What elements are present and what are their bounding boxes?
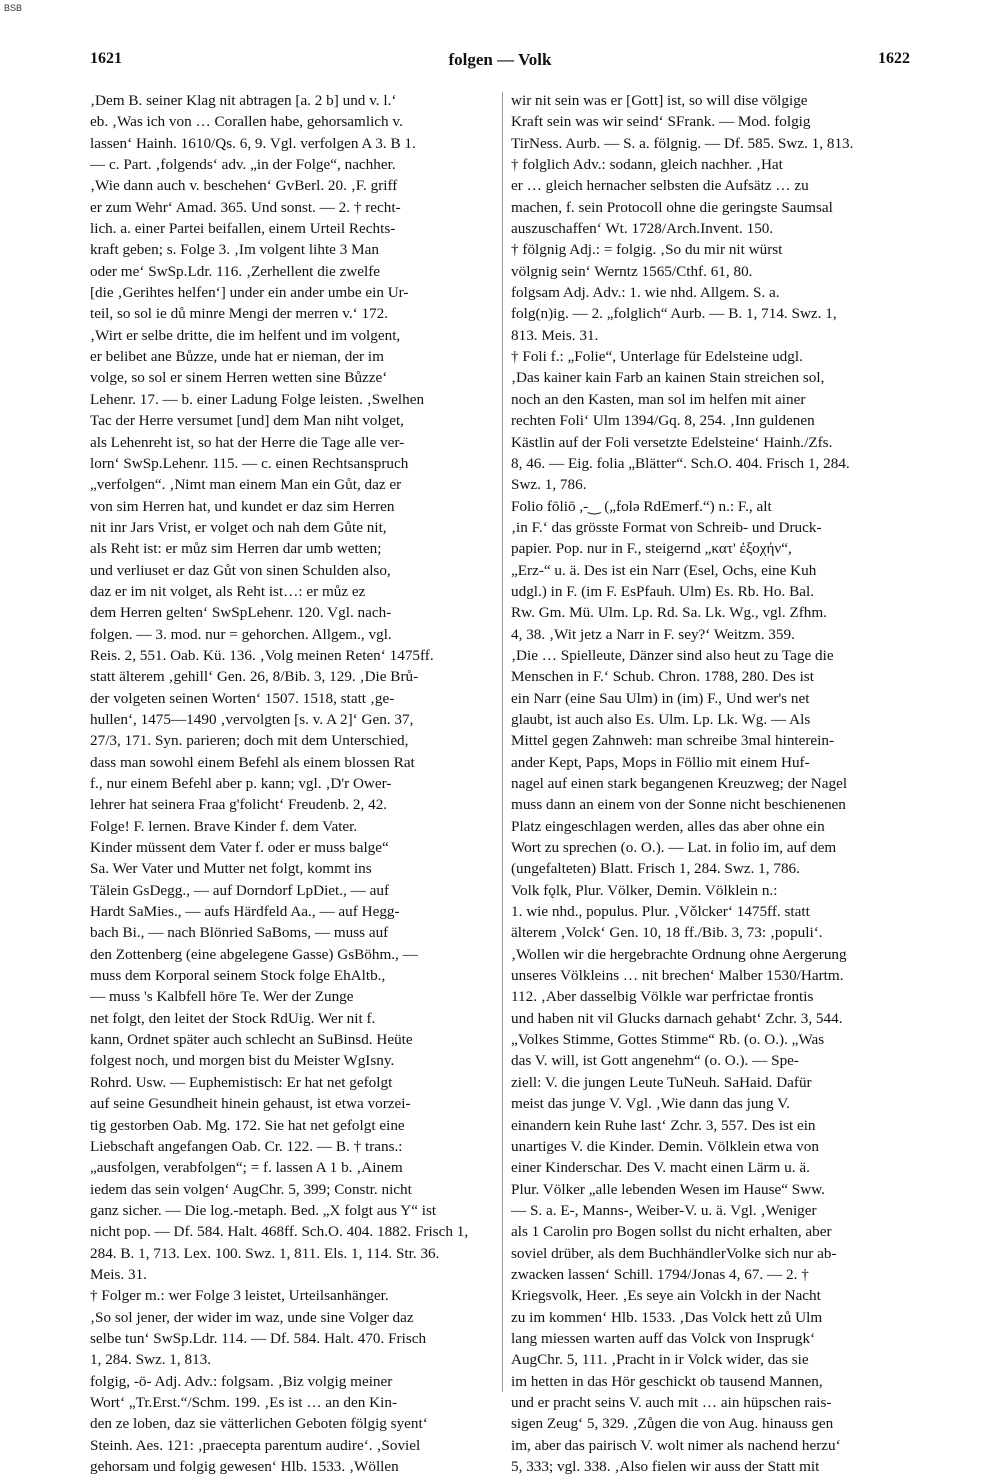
text-line: älterem ‚Volck‘ Gen. 10, 18 ff./Bib. 3, 73: ‚populi‘. <box>511 924 823 942</box>
text-line: zwacken lassen‘ Schill. 1794/Jonas 4, 67. — 2. † <box>511 1265 809 1283</box>
text-line: lehrer hat seinera Fraa g'folicht‘ Freudenb. 2, 42. <box>90 796 388 814</box>
text-line: 8, 46. — Eig. folia „Blätter“. Sch.O. 404. Frisch 1, 284. <box>511 454 850 472</box>
text-line: Reis. 2, 551. Oab. Kü. 136. ‚Volg meinen Reten‘ 1475ff. <box>90 646 434 664</box>
text-line: Plur. Völker „alle lebenden Wesen im Hause“ Sww. <box>511 1180 825 1198</box>
text-line: Kraft sein was wir seind‘ SFrank. — Mod. folgig <box>511 113 811 131</box>
text-line: ‚in F.‘ das grösste Format von Schreib- und Druck- <box>511 518 822 536</box>
text-line: „verfolgen“. ‚Nimt man einem Man ein Gůt, daz er <box>90 476 402 494</box>
text-line: und haben nit vil Glucks darnach gehabt‘ Zchr. 3, 544. <box>511 1009 843 1027</box>
column-right <box>511 90 921 1477</box>
text-line: unseres Völkleins … nit brechen‘ Malber 1530/Hartm. <box>511 967 844 985</box>
text-line: oder me‘ SwSp.Ldr. 116. ‚Zerhellent die zwelfe <box>90 262 381 280</box>
text-line: rechten Foli‘ Ulm 1394/Gq. 8, 254. ‚Inn guldenen <box>511 412 815 430</box>
text-line: Hardt SaMies., — aufs Härdfeld Aa., — auf Hegg- <box>90 903 400 921</box>
text-line: lorn‘ SwSp.Lehenr. 115. — c. einen Rechtsanspruch <box>90 454 409 472</box>
column-divider <box>502 92 503 1392</box>
text-line: ‚Wirt er selbe dritte, die im helfent und im volgent, <box>90 326 401 344</box>
text-line: der volgeten seinen Worten‘ 1507. 1518, statt ‚ge- <box>90 689 395 707</box>
text-line: — muss 's Kalbfell höre Te. Wer der Zunge <box>90 988 354 1006</box>
text-line: sigen Zeug‘ 5, 329. ‚Zůgen die von Aug. hinauss gen <box>511 1415 834 1433</box>
text-line: muss dann an einem von der Sonne nicht beschienenen <box>511 796 846 814</box>
text-line: auszuschaffen‘ Wt. 1728/Arch.Invent. 150. <box>511 220 774 238</box>
text-line: Volk fǫlk, Plur. Völker, Demin. Völklein n.: <box>511 881 778 899</box>
page-title: folgen — Volk <box>448 50 552 69</box>
text-line: volge, so sol er sinem Herren wetten sine Bůzze‘ <box>90 369 388 387</box>
text-line: machen, f. sein Protocoll ohne die geringste Saumsal <box>511 198 833 216</box>
text-line: teil, so sol ie dů minre Mengi der merren v.‘ 172. <box>90 305 389 323</box>
text-line: auf seine Gesundheit hinein gehaust, ist etwa vorzei- <box>90 1095 411 1113</box>
text-line: eb. ‚Was ich von … Corallen habe, gehorsamlich v. <box>90 113 403 131</box>
text-line: daz er im nit volget, als Reht ist…: er můz ez <box>90 582 366 600</box>
text-line: selbe tun‘ SwSp.Ldr. 114. — Df. 584. Halt. 470. Frisch <box>90 1329 427 1347</box>
text-line: dem Herren gelten‘ SwSpLehenr. 120. Vgl. nach- <box>90 604 392 622</box>
text-line: er zum Wehr‘ Amad. 365. Und sonst. — 2. † recht- <box>90 198 401 216</box>
text-line: Rohrd. Usw. — Euphemistisch: Er hat net gefolgt <box>90 1073 393 1091</box>
text-line: Kästlin auf der Foli versetzte Edelsteine‘ Hainh./Zfs. <box>511 433 833 451</box>
library-stamp: BSB <box>4 3 23 13</box>
text-line: statt älterem ‚gehill‘ Gen. 26, 8/Bib. 3, 129. ‚Die Brů- <box>90 668 419 686</box>
text-line: 1. wie nhd., populus. Plur. ‚Vǒlcker‘ 1475ff. statt <box>511 903 810 921</box>
text-line: net folgt, den leitet der Stock RdUig. Wer nit f. <box>90 1009 376 1027</box>
text-line: ‚Wie dann auch v. beschehen‘ GvBerl. 20. ‚F. griff <box>90 177 398 195</box>
text-line: gehorsam und folgig gewesen‘ Hlb. 1533. ‚Wöllen <box>90 1458 399 1475</box>
text-line: ein Narr (eine Sau Ulm) in (im) F., Und wer's net <box>511 689 810 707</box>
text-line: „ausfolgen, verabfolgen“; = f. lassen A 1 b. ‚Ainem <box>90 1159 403 1177</box>
text-line: den Zottenberg (eine abgelegene Gasse) GsBöhm., — <box>90 945 418 963</box>
text-line: Steinh. Aes. 121: ‚praecepta parentum audire‘. ‚Soviel <box>90 1436 421 1454</box>
text-line: als 1 Carolin pro Bogen sollst du nicht erhalten, aber <box>511 1223 832 1241</box>
text-line: † fölgnig Adj.: = folgig. ‚So du mir nit würst <box>511 241 783 259</box>
text-line: und verliuset er daz Gůt von sinen Schulden also, <box>90 561 391 579</box>
text-line: † Folger m.: wer Folge 3 leistet, Urteilsanhänger. <box>90 1287 389 1305</box>
text-line: Platz eingeschlagen werden, alles das aber ohne ein <box>511 817 825 835</box>
text-line: lich. a. einer Partei beifallen, einem Urteil Rechts- <box>90 220 396 238</box>
text-line: folgest noch, und morgen bist du Meister WgIsny. <box>90 1052 395 1070</box>
text-line: lassen‘ Hainh. 1610/Qs. 6, 9. Vgl. verfolgen A 3. B 1. <box>90 134 416 152</box>
text-line: ‚So sol jener, der wider im waz, unde sine Volger daz <box>90 1308 414 1326</box>
text-line: ziell: V. die jungen Leute TuNeuh. SaHaid. Dafür <box>511 1073 812 1091</box>
text-line: ‚Wollen wir die hergebrachte Ordnung ohne Aergerung <box>511 945 847 963</box>
text-line: tig gestorben Oab. Mg. 172. Sie hat net gefolgt eine <box>90 1116 405 1134</box>
text-line: nagel auf einen stark begangenen Kreuzweg; der Nagel <box>511 775 848 792</box>
text-line: völgnig sein‘ Werntz 1565/Cthf. 61, 80. <box>511 262 753 280</box>
text-line: er … gleich hernacher selbsten die Aufsätz … zu <box>511 177 809 195</box>
text-line: „Volkes Stimme, Gottes Stimme“ Rb. (o. O.). „Was <box>511 1031 825 1049</box>
text-line: noch an den Kasten, man sol im helfen mit ainer <box>511 390 806 408</box>
text-line: Wort zu sprechen (o. O.). — Lat. in folio im, auf dem <box>511 839 837 857</box>
text-line: † Foli f.: „Folie“, Unterlage für Edelsteine udgl. <box>511 348 803 366</box>
text-line: Sa. Wer Vater und Mutter net folgt, kommt ins <box>90 860 372 878</box>
text-line: einandern kein Ruhe last‘ Zchr. 3, 557. Des ist ein <box>511 1116 816 1134</box>
text-line: „Erz-“ u. ä. Des ist ein Narr (Esel, Ochs, eine Kuh <box>511 561 817 579</box>
text-line: Kinder müssent dem Vater f. oder er muss balge“ <box>90 839 389 857</box>
text-line: nicht pop. — Df. 584. Halt. 468ff. Sch.O. 404. 1882. Frisch 1, <box>90 1223 469 1241</box>
column-left <box>90 90 500 1477</box>
text-line: 4, 38. ‚Wit jetz a Narr in F. sey?‘ Weitzm. 359. <box>511 625 795 643</box>
text-line: folg(n)ig. — 2. „folglich“ Aurb. — B. 1, 714. Swz. 1, <box>511 305 837 323</box>
text-line: Tälein GsDegg., — auf Dorndorf LpDiet., — auf <box>90 881 390 899</box>
text-line: TirNess. Aurb. — S. a. fölgnig. — Df. 585. Swz. 1, 813. <box>511 134 854 152</box>
text-line: glaubt, ist auch also Es. Ulm. Lp. Lk. Wg. — Als <box>511 710 811 728</box>
text-line: Tac der Herre versumet [und] dem Man niht volget, <box>90 412 404 430</box>
text-line: ‚Die … Spielleute, Dänzer sind also heut zu Tage die <box>511 646 834 664</box>
text-line: im hetten in das Hör geschickt ob tausend Mannen, <box>511 1372 823 1390</box>
text-line: † folglich Adv.: sodann, gleich nachher. ‚Hat <box>511 156 783 174</box>
text-line: den ze loben, daz sie vätterlichen Geboten fölgig syent‘ <box>90 1415 428 1433</box>
text-line: (ungefalteten) Blatt. Frisch 1, 284. Swz. 1, 786. <box>511 860 800 878</box>
text-line: kraft geben; s. Folge 3. ‚Im volgent lihte 3 Man <box>90 241 379 259</box>
text-line: — c. Part. ‚folgends‘ adv. „in der Folge“, nachher. <box>90 156 396 174</box>
text-line: Liebschaft angefangen Oab. Cr. 122. — B. † trans.: <box>90 1137 403 1155</box>
text-line: nit inr Jars Vrist, er volget och nah dem Gůte nit, <box>90 518 387 536</box>
text-line: 112. ‚Aber dasselbig Völkle war perfrictae frontis <box>511 988 814 1006</box>
text-line: Mittel gegen Zahnweh: man schreibe 3mal hinterein- <box>511 732 835 750</box>
text-line: als Reht ist: er můz sim Herren dar umb wetten; <box>90 540 382 558</box>
text-line: f., nur einem Befehl aber p. kann; vgl. ‚D'r Ower- <box>90 775 392 792</box>
text-line: iedem das sein volgen‘ AugChr. 5, 399; Constr. nicht <box>90 1180 412 1198</box>
text-line: muss dem Korporal seinem Stock folge EhAltb., <box>90 967 386 985</box>
text-line: zu im kommen‘ Hlb. 1533. ‚Das Volck hett zů Ulm <box>511 1308 823 1326</box>
text-line: er belibet ane Bůzze, unde hat er nieman, der im <box>90 348 384 366</box>
text-line: ‚Das kainer kain Farb an kainen Stain streichen sol, <box>511 369 825 387</box>
text-line: und er pracht seins V. auch mit … ain hüpschen rais- <box>511 1393 832 1411</box>
text-line: 1, 284. Swz. 1, 813. <box>90 1351 212 1369</box>
text-line: — S. a. E-, Manns-, Weiber-V. u. ä. Vgl. ‚Weniger <box>511 1201 817 1219</box>
text-line: Menschen in F.‘ Schub. Chron. 1788, 280. Des ist <box>511 668 814 686</box>
text-line: folgig, -ö- Adj. Adv.: folgsam. ‚Biz volgig meiner <box>90 1372 393 1390</box>
text-line: udgl.) in F. (im F. EsPfauh. Ulm) Es. Rb. Ho. Bal. <box>511 582 815 600</box>
text-line: hullen‘, 1475—1490 ‚vervolgten [s. v. A 2]‘ Gen. 37, <box>90 710 414 728</box>
text-line: unartiges V. die Kinder. Demin. Völklein etwa von <box>511 1137 819 1155</box>
text-line: kann, Ordnet später auch schlecht an SuBinsd. Heüte <box>90 1031 413 1049</box>
text-line: ander Kept, Paps, Mops in Föllio mit einem Huf- <box>511 753 810 771</box>
text-line: AugChr. 5, 111. ‚Pracht in ir Volck wider, das sie <box>511 1351 809 1369</box>
text-line: folgen. — 3. mod. nur = gehorchen. Allgem., vgl. <box>90 625 392 643</box>
text-line: soviel drüber, als dem BuchhändlerVolke sich nur ab- <box>511 1244 837 1262</box>
text-line: Meis. 31. <box>90 1265 147 1283</box>
text-line: 813. Meis. 31. <box>511 326 599 344</box>
text-line: einer Kinderschar. Des V. macht einen Lärm u. ä. <box>511 1159 810 1177</box>
text-line: folgsam Adj. Adv.: 1. wie nhd. Allgem. S. a. <box>511 284 780 302</box>
text-line: ‚Dem B. seiner Klag nit abtragen [a. 2 b] und v. l.‘ <box>90 92 397 109</box>
text-line: Swz. 1, 786. <box>511 476 587 494</box>
text-line: bach Bi., — nach Blönried SaBoms, — muss auf <box>90 924 389 942</box>
text-line: [die ‚Gerihtes helfen‘] under ein ander umbe ein Ur- <box>90 284 409 302</box>
text-line: Folge! F. lernen. Brave Kinder f. dem Vater. <box>90 817 358 835</box>
text-line: von sim Herren hat, und kundet er daz sim Herren <box>90 497 395 515</box>
text-line: Kriegsvolk, Heer. ‚Es seye ain Volckh in der Nacht <box>511 1287 821 1305</box>
text-line: als Lehenreht ist, so hat der Herre die Tage alle ver- <box>90 433 405 451</box>
page-number-left: 1621 <box>90 50 122 67</box>
text-line: Folio fōliō ,-‿ („folə RdEmerf.“) n.: F., alt <box>511 497 772 515</box>
text-line: 284. B. 1, 713. Lex. 100. Swz. 1, 811. Els. 1, 114. Str. 36. <box>90 1244 440 1262</box>
text-line: dass man sowohl einem Befehl als einem blossen Rat <box>90 753 415 771</box>
text-line: Rw. Gm. Mü. Ulm. Lp. Rd. Sa. Lk. Wg., vgl. Zfhm. <box>511 604 827 622</box>
text-line: im, aber das pairisch V. wolt nimer als nachend herzu‘ <box>511 1436 841 1454</box>
text-line: wir nit sein was er [Gott] ist, so will dise völgige <box>511 92 808 109</box>
text-line: lang miessen warten auff das Volck von Insprugk‘ <box>511 1329 816 1347</box>
text-line: meist das junge V. Vgl. ‚Wie dann das jung V. <box>511 1095 790 1113</box>
text-line: ganz sicher. — Die log.-metaph. Bed. „X folgt aus Y“ ist <box>90 1201 437 1219</box>
text-line: Wort‘ „Tr.Erst.“/Schm. 199. ‚Es ist … an den Kin- <box>90 1393 397 1411</box>
text-line: das V. will, ist Gott angenehm“ (o. O.). — Spe- <box>511 1052 799 1070</box>
page-number-right: 1622 <box>878 50 910 67</box>
text-line: 27/3, 171. Syn. parieren; doch mit dem Unterschied, <box>90 732 409 750</box>
text-line: Lehenr. 17. — b. einer Ladung Folge leisten. ‚Swelhen <box>90 390 425 408</box>
text-line: papier. Pop. nur in F., steigernd „κατ' ἐξοχήν“, <box>511 540 792 558</box>
text-line: 5, 333; vgl. 338. ‚Also fielen wir auss der Statt mit <box>511 1458 820 1475</box>
